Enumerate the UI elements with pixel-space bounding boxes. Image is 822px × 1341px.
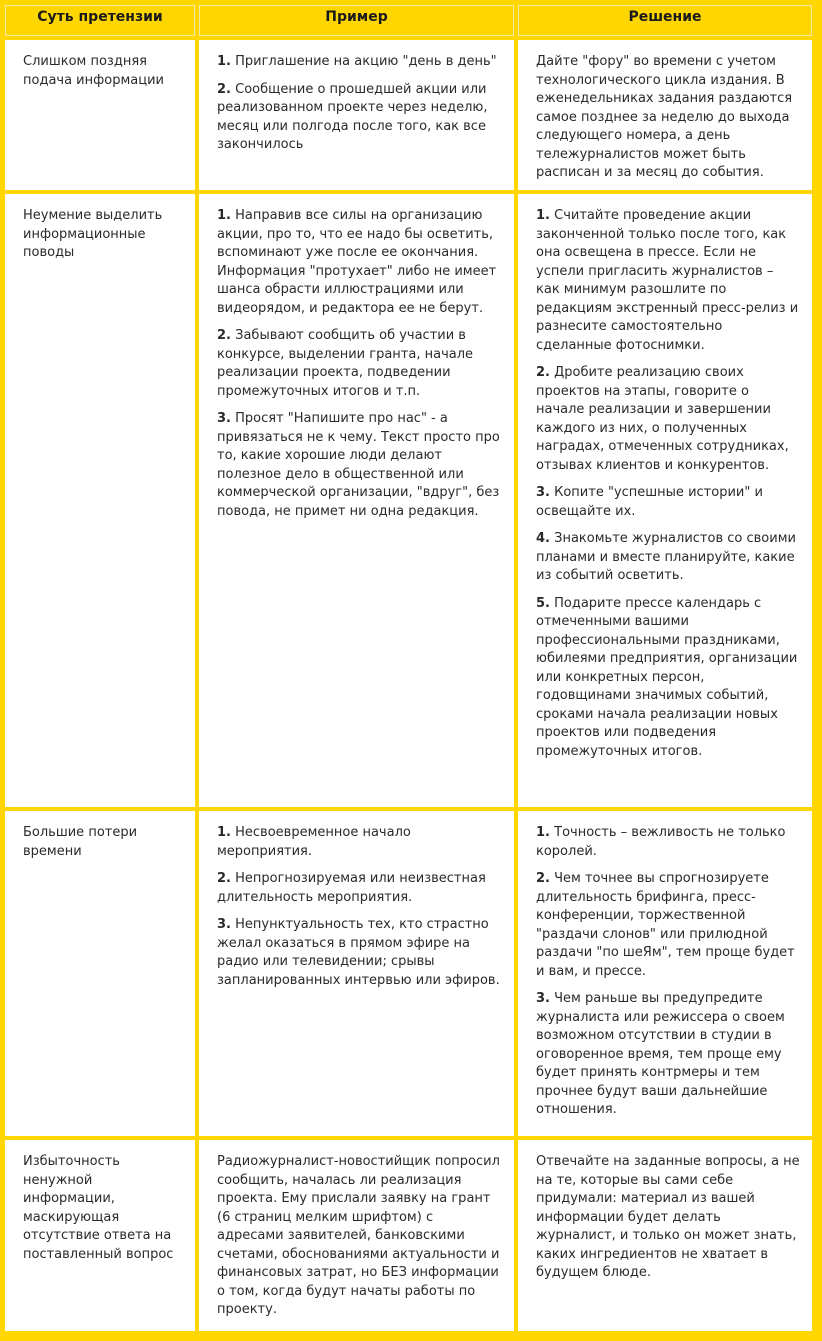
- item-text: Непрогнозируемая или неизвестная длительность мероприятия.: [217, 871, 486, 905]
- item-number: 2.: [536, 365, 550, 380]
- table-row-4-claim: [5, 1140, 195, 1331]
- list-item: [217, 916, 500, 990]
- item-text: Несвоевременное начало мероприятия.: [217, 825, 411, 859]
- list-item: [217, 327, 500, 401]
- table-row-2-solution: [518, 194, 812, 807]
- item-text: Точность – вежливость не только королей.: [536, 825, 786, 859]
- list-item: [217, 410, 500, 521]
- item-text: Непунктуальность тех, кто страстно желал оказаться в прямом эфире на радио или телевидении; срывы запланированных интервью или эфиров.: [217, 917, 500, 988]
- item-text: Забывают сообщить об участии в конкурсе, выделении гранта, начале реализации проекта, подведении промежуточных итогов и т.п.: [217, 328, 474, 399]
- list-item: [536, 990, 800, 1120]
- list-item: [536, 484, 800, 521]
- table-row-3-claim: [5, 811, 195, 1136]
- list-item: [536, 870, 800, 981]
- item-number: 2.: [536, 871, 550, 886]
- list-item: [217, 870, 500, 907]
- item-number: 2.: [217, 81, 231, 97]
- item-text: Дробите реализацию своих проектов на этапы, говорите о начале реализации и завершении каждого из них, о полученных наградах, отмеченных сотрудниках, отзывах клиентов и конкурентов.: [536, 365, 789, 473]
- item-text: Чем раньше вы предупредите журналиста или режиссера о своем возможном отсутствии в студии в оговоренное время, тем проще ему будет принять контрмеры и тем прочнее будут ваши дальнейшие отношения.: [536, 991, 785, 1117]
- item-number: 1.: [217, 54, 231, 69]
- list-item: [536, 824, 800, 861]
- table-row-4-solution: [518, 1140, 812, 1331]
- item-number: 5.: [536, 595, 550, 611]
- header-solution: Решение: [518, 5, 812, 36]
- item-text: Приглашение на акцию "день в день": [235, 54, 497, 69]
- item-number: 3.: [217, 917, 231, 932]
- item-text: Просят "Напишите про нас" - а привязаться не к чему. Текст просто про то, какие хорошие люди делают полезное дело в общественной или коммерческой организации, "вдруг", без повода, не примет ни одна редакция.: [217, 411, 500, 519]
- item-text: Подарите прессе календарь с отмеченными вашими профессиональными праздниками, юбилеями предприятия, организации или конкретных персон, годовщинами значимых событий, сроками начала реализации новых проектов или подведения промежуточных итогов.: [536, 595, 798, 759]
- table-row-2-claim: [5, 194, 195, 807]
- claim-text: Избыточность ненужной информации, маскирующая отсутствие ответа на поставленный вопрос: [23, 1154, 174, 1262]
- item-number: 3.: [217, 411, 231, 426]
- item-number: 1.: [217, 208, 231, 223]
- item-number: 4.: [536, 531, 550, 546]
- table-row-1-claim: [5, 40, 195, 190]
- item-number: 1.: [536, 825, 550, 840]
- header-claim: Суть претензии: [5, 5, 195, 36]
- item-text: Знакомьте журналистов со своими планами и вместе планируйте, какие из событий осветить.: [536, 531, 796, 583]
- claim-text: Большие потери времени: [23, 825, 138, 859]
- example-text: Радиожурналист-новостийщик попросил сообщить, началась ли реализация проекта. Ему прислали заявку на грант (6 страниц мелким шрифтом) с адресами заявителей, банковскими счетами, обоснованиями актуальности и финансовых затрат, но БЕЗ информации о том, когда будут начаты работы по проекту.: [217, 1154, 500, 1317]
- table-row-3-example: [199, 811, 514, 1136]
- list-item: [536, 595, 800, 762]
- list-item: [536, 207, 800, 355]
- item-text: Копите "успешные истории" и освещайте их.: [536, 485, 763, 519]
- solution-text: Отвечайте на заданные вопросы, а не на те, которые вы сами себе придумали: материал из вашей информации будет делать журналист, и только он может знать, каких ингредиентов не хватает в будущем блюде.: [536, 1154, 800, 1280]
- item-text: Направив все силы на организацию акции, про то, что ее надо бы осветить, вспоминают уже после ее окончания. Информация "протухает" либо не имеет шанса обрасти иллюстрациями или видеорядом, и редактора ее не берут.: [217, 208, 497, 316]
- item-number: 1.: [217, 825, 231, 840]
- item-text: Чем точнее вы спрогнозируете длительность брифинга, пресс-конференции, торжественной "раздачи слонов" или прилюдной раздачи "по шеЯм", тем проще будет и вам, и прессе.: [536, 871, 795, 979]
- item-number: 1.: [536, 208, 550, 223]
- item-number: 2.: [217, 328, 231, 343]
- table-row-4-example: [199, 1140, 514, 1331]
- list-item: [536, 364, 800, 475]
- claim-text: Слишком поздняя подача информации: [23, 54, 164, 88]
- list-item: [217, 81, 500, 155]
- solution-text: Дайте "фору" во времени с учетом технологического цикла издания. В еженедельниках задания раздаются самое позднее за неделю до выхода следующего номера, а день тележурналистов может быть расписан и за месяц до события.: [536, 54, 793, 180]
- table-row-1-solution: [518, 40, 812, 190]
- table-row-3-solution: [518, 811, 812, 1136]
- item-text: Сообщение о прошедшей акции или реализованном проекте через неделю, месяц или полгода после того, как все закончилось: [217, 81, 488, 152]
- item-number: 3.: [536, 485, 550, 500]
- list-item: [217, 207, 500, 318]
- list-item: [536, 530, 800, 586]
- item-number: 3.: [536, 991, 550, 1006]
- list-item: [217, 53, 500, 72]
- item-number: 2.: [217, 871, 231, 886]
- claim-text: Неумение выделить информационные поводы: [23, 208, 163, 260]
- table-row-2-example: [199, 194, 514, 807]
- header-example: Пример: [199, 5, 514, 36]
- table-row-1-example: [199, 40, 514, 190]
- item-text: Считайте проведение акции законченной только после того, как она освещена в прессе. Если не успели пригласить журналистов – как минимум разошлите по редакциям экстренный пресс-релиз и разнесите самостоятельно сделанные фотоснимки.: [536, 208, 799, 353]
- list-item: [217, 824, 500, 861]
